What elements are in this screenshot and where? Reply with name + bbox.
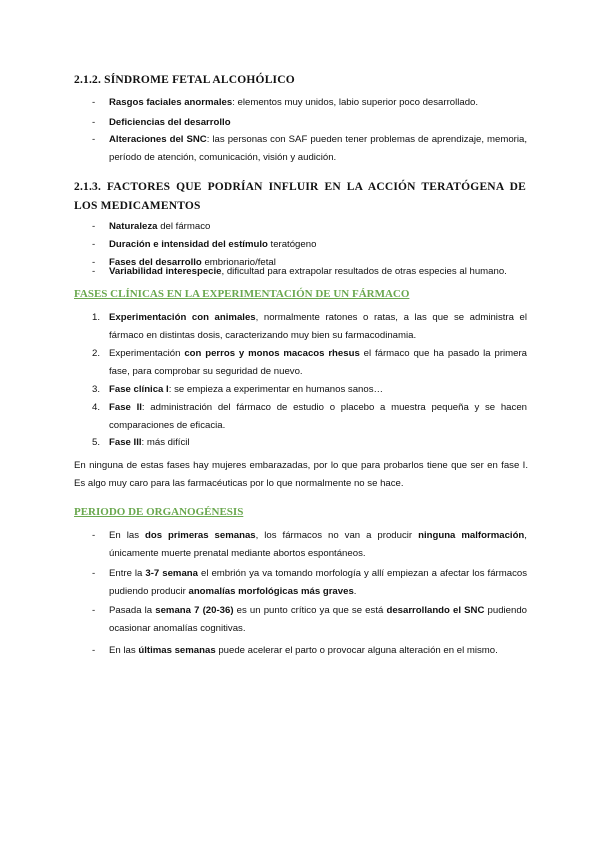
- bullet-marker: -: [92, 117, 96, 128]
- bullet-marker: -: [92, 605, 96, 616]
- note-paragraph: En ninguna de estas fases hay mujeres embarazadas, por lo que para probarlos tiene que ser en fase I. Es algo muy caro para las farmacéuticas por lo que normalmente no se hace.: [74, 460, 528, 489]
- bullet-marker: -: [92, 221, 96, 232]
- list-number: 3.: [92, 384, 101, 395]
- bullet-marker: -: [92, 134, 96, 145]
- numbered-item: Fase III: más difícil: [109, 437, 190, 448]
- list-item: Entre la 3-7 semana el embrión ya va tomando morfología y allí empiezan a afectar los fármacos pudiendo producir anomalías morfológicas más graves.: [109, 568, 527, 597]
- list-item: Naturaleza del fármaco: [109, 221, 211, 232]
- list-number: 5.: [92, 437, 101, 448]
- list-item: Fases del desarrollo embrionario/fetal: [109, 257, 276, 268]
- list-number: 2.: [92, 348, 101, 359]
- numbered-item: Fase clínica I: se empieza a experimentar en humanos sanos…: [109, 384, 384, 395]
- list-item: Variabilidad interespecie, dificultad para extrapolar resultados de otras especies al humano.: [109, 266, 507, 277]
- section-heading-sindrome: 2.1.2. SÍNDROME FETAL ALCOHÓLICO: [74, 74, 295, 86]
- bullet-marker: -: [92, 97, 96, 108]
- numbered-item: Experimentación con perros y monos macacos rhesus el fármaco que ha pasado la primera fase, para comprobar su seguridad de nuevo.: [109, 348, 528, 377]
- section-heading-organogenesis: PERIODO DE ORGANOGÉNESIS: [74, 506, 244, 518]
- bullet-marker: -: [92, 257, 96, 268]
- bullet-marker: -: [92, 568, 96, 579]
- numbered-item: Fase II: administración del fármaco de estudio o placebo a muestra pequeña y se hacen comparaciones de eficacia.: [109, 402, 527, 431]
- bullet-marker: -: [92, 645, 96, 656]
- list-item: Alteraciones del SNC: las personas con SAF pueden tener problemas de aprendizaje, memoria, período de atención, comunicación, visión y audición.: [109, 134, 527, 163]
- numbered-item: Experimentación con animales, normalmente ratones o ratas, a las que se administra el fármaco en distintas dosis, caracterizando muy bien su farmacodinamia.: [109, 312, 527, 341]
- list-number: 1.: [92, 312, 101, 323]
- list-number: 4.: [92, 402, 101, 413]
- list-item: Rasgos faciales anormales: elementos muy unidos, labio superior poco desarrollado.: [109, 97, 479, 108]
- list-item: Duración e intensidad del estímulo teratógeno: [109, 239, 317, 250]
- bullet-marker: -: [92, 266, 96, 277]
- bullet-marker: -: [92, 530, 96, 541]
- list-item: Pasada la semana 7 (20-36) es un punto crítico ya que se está desarrollando el SNC pudiendo ocasionar anomalías cognitivas.: [109, 605, 528, 634]
- list-item: Deficiencias del desarrollo: [109, 117, 231, 128]
- list-item: En las últimas semanas puede acelerar el parto o provocar alguna alteración en el mismo.: [109, 645, 498, 656]
- bullet-marker: -: [92, 239, 96, 250]
- section-heading-factores: 2.1.3. FACTORES QUE PODRÍAN INFLUIR EN LA ACCIÓN TERATÓGENA DE LOS MEDICAMENTOS: [74, 181, 526, 212]
- list-item: En las dos primeras semanas, los fármacos no van a producir ninguna malformación, únicamente muerte prenatal mediante abortos espontáneos.: [109, 530, 527, 559]
- section-heading-fases: FASES CLÍNICAS EN LA EXPERIMENTACIÓN DE UN FÁRMACO: [74, 288, 410, 300]
